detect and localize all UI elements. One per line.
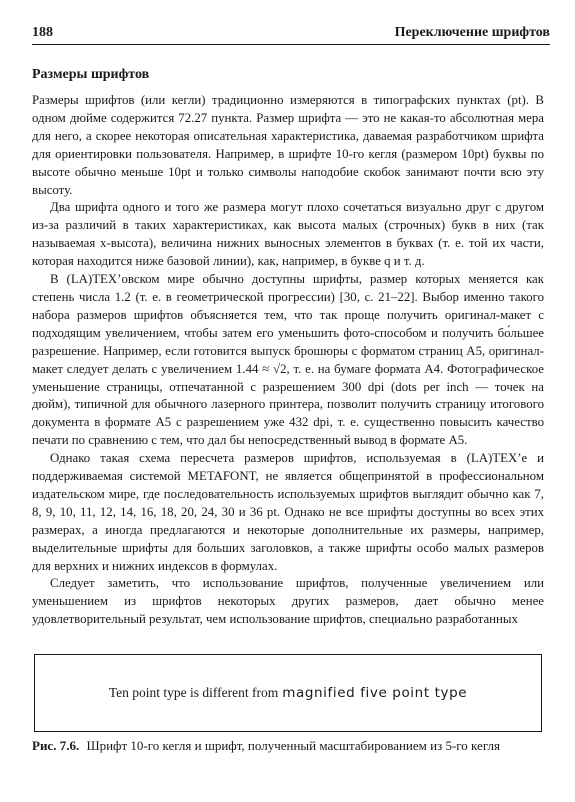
body-text [32, 92, 544, 629]
paragraph-3: В (LA)TEX’овском мире обычно доступны шрифты, размер которых меняется как степень числа 1.2 (т. е. в геометрической прогрессии) [30, с. 21–22]. Выбор именно такого набора размеров шрифтов объясняется тем, что так проще получить оригинал-макет с подходящим увеличением, чтобы затем его уменьшить фото-способом и получить бо́льшее разрешение. Например, если готовится выпуск брошюры с форматом страниц A5, оригинал-макет следует делать с увеличением 1.44 ≈ √2, т. е. на бумаге формата A4. Фотографическое уменьшение страницы, отпечатанной с разрешением 300 dpi (dots per inch — точек на дюйм), типичной для обычного лазерного принтера, позволит получить страницу итогового документа в формате A5 с разрешением уже 432 dpi, т. е. существенно повысить качество печати по сравнению с тем, что дал бы непосредственный вывод в формате A5. [32, 272, 544, 448]
running-title: Переключение шрифтов [394, 25, 550, 40]
paragraph-1: Размеры шрифтов (или кегли) традиционно измеряются в типографских пунктах (pt). В одном дюйме содержится 72.27 пункта. Размер шрифта — это не какая-то абсолютная мера для него, а скорее некоторая описательная характеристика, даваемая разработчиком шрифта для ориентировки пользователя. Например, в шрифте 10-го кегля (размером 10pt) буквы по высоте обычно меньше 10pt и только символы наподобие скобок занимают почти всю эту высоту. [32, 93, 544, 197]
page-number: 188 [32, 25, 53, 40]
paragraph-4: Однако такая схема пересчета размеров шрифтов, используемая в (LA)TEX’е и поддерживаемая системой METAFONT, не является общепринятой в профессиональном издательском мире, где последовательность используемых шрифтов выглядит обычно как 7, 8, 9, 10, 11, 12, 14, 16, 18, 20, 24, 30 и 36 pt. Однако не все шрифты доступны во всех этих размерах, а иногда предлагаются и некоторые дополнительные их размеры, например, выделительные шрифты для больших заголовков, а также шрифты особо малых размеров для верхних и нижних индексов в формулах. [32, 451, 544, 573]
figure-text-magnified: magnified five point type [282, 685, 468, 701]
header-rule [32, 44, 550, 45]
figure-text-normal: Ten point type is different from [108, 685, 279, 700]
caption-text: Шрифт 10-го кегля и шрифт, полученный масштабированием из 5-го кегля [86, 738, 500, 753]
caption-label: Рис. 7.6. [32, 738, 80, 753]
paragraph-2: Два шрифта одного и того же размера могут плохо сочетаться визуально друг с другом из-за различий в таких характеристиках, как высота малых (строчных) букв в них (так называемая x-высота), величина нижних выносных элементов в буквах (т. е. той их части, которая находится ниже базовой линии), как, например, в букве q и т. д. [32, 200, 544, 269]
figure-caption [32, 738, 544, 754]
paragraph-5: Следует заметить, что использование шрифтов, полученные увеличением или уменьшением из шрифтов некоторых других размеров, дает обычно менее удовлетворительный результат, чем использование шрифтов, специально разработанных [32, 576, 544, 627]
section-heading: Размеры шрифтов [32, 67, 150, 82]
figure-7-6 [34, 654, 542, 732]
running-head [32, 22, 550, 44]
